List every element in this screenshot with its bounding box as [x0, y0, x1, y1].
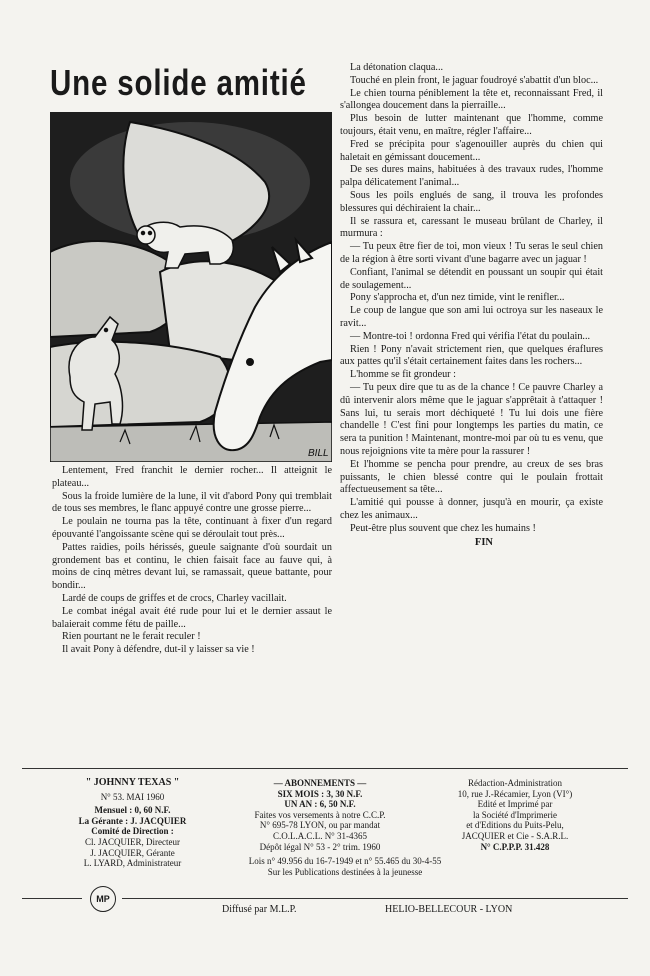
paragraph: Lardé de coups de griffes et de crocs, Charley vacillait.: [62, 592, 287, 604]
committee-member: J. JACQUIER, Gérante: [90, 847, 175, 858]
paragraph: Pony s'approcha et, d'un nez timide, vint le renifler...: [350, 292, 565, 304]
paragraph: Et l'homme se pencha pour prendre, au creux de ses bras puissants, le chien blessé contre qui le poulain frottait affectueusement sa tête...: [340, 458, 603, 496]
paragraph: Le chien tourna péniblement la tête et, reconnaissant Fred, il s'allongea doucement dans la pierraille...: [340, 87, 603, 112]
paragraph: — Tu peux dire que tu as de la chance ! Ce pauvre Charley a dû intervenir alors même que le jaguar s'apprêtait à t'attaquer ! Sans lui, tu serais mort déchiqueté ! Tu lui dois une fière chandelle ! C'est fini pour longtemps les parties du matin, ce sera ta punition ! Maintenant, montre-moi par où tu es venu, que nous rejoignions vite ta mère pour la rassurer !: [340, 381, 603, 457]
committee-member: L. LYARD, Administrateur: [83, 858, 182, 869]
paragraph: Le poulain ne tourna pas la tête, continuant à fixer d'un regard épouvanté l'angoissante scène qui se déroulait tout près...: [52, 516, 332, 540]
paragraph: L'amitié qui pousse à donner, jusqu'à en mourir, ça existe chez les animaux...: [340, 497, 603, 521]
paragraph: Peut-être plus souvent que chez les humains !: [350, 522, 536, 534]
story-column-right: [340, 62, 603, 548]
publication-name: " JOHNNY TEXAS ": [85, 777, 180, 788]
legal-deposit: Dépôt légal N° 53 - 2° trim. 1960: [259, 841, 381, 852]
footer-divider: [122, 898, 628, 899]
editorial-header: Rédaction-Administration: [468, 778, 562, 788]
committee-member: Cl. JACQUIER, Directeur: [85, 836, 180, 847]
subscriptions-info: [220, 778, 420, 852]
paragraph: — Montre-toi ! ordonna Fred qui vérifia l'état du poulain...: [350, 330, 591, 342]
paragraph: Plus besoin de lutter maintenant que l'homme, comme toujours, était venu, en maître, régler l'affaire...: [340, 113, 603, 137]
law-info: [200, 856, 490, 877]
paragraph: Rien ! Pony n'avait strictement rien, que quelques éraflures aux pattes qu'il s'était certainement faites dans les rochers...: [340, 343, 603, 368]
paragraph: La détonation claqua...: [350, 62, 444, 73]
paragraph: Le combat inégal avait été rude pour lui et le dernier assaut le balaierait comme fétu de paille...: [52, 605, 332, 630]
publication-price: Mensuel : 0, 60 N.F.: [94, 805, 171, 816]
story-end: FIN: [474, 537, 493, 549]
paragraph: Il se rassura et, caressant le museau brûlant de Charley, il murmura :: [340, 215, 603, 240]
distributor: Diffusé par M.L.P.: [222, 904, 297, 915]
paragraph: Fred se précipita pour s'agenouiller auprès du chien qui haletait en gémissant doucement...: [340, 138, 603, 163]
editorial-address: 10, rue J.-Récamier, Lyon (VI°): [457, 788, 573, 799]
publication-manager: La Gérante : J. JACQUIER: [78, 815, 187, 826]
subscriptions-header: — ABONNEMENTS —: [273, 778, 367, 788]
subscription-one-year: UN AN : 6, 50 N.F.: [284, 799, 356, 810]
paragraph: Rien pourtant ne le ferait reculer !: [62, 631, 201, 643]
paragraph: Sous la froide lumière de la lune, il vit d'abord Pony qui tremblait de tous ses membres, le flanc appuyé contre une grosse pierre...: [52, 490, 332, 515]
law-reference: Lois n° 49.956 du 16-7-1949 et n° 55.465 du 30-4-55: [248, 856, 442, 866]
publication-info: [40, 778, 225, 869]
law-description: Sur les Publications destinées à la jeunesse: [267, 866, 423, 877]
illustrator-signature: BILL: [308, 448, 329, 459]
paragraph: Confiant, l'animal se détendit en poussant un soupir qui était de soulagement...: [340, 266, 603, 291]
publication-committee: Comité de Direction :: [91, 826, 174, 837]
paragraph: Lentement, Fred franchit le dernier rocher... Il atteignit le plateau...: [52, 465, 332, 489]
paragraph: Il avait Pony à défendre, dut-il y laisser sa vie !: [62, 644, 255, 656]
paragraph: Le coup de langue que son ami lui octroya sur les naseaux le ravit...: [340, 305, 603, 329]
editorial-info: [415, 778, 615, 852]
payment-line: Faites vos versements à notre C.C.P.: [254, 809, 386, 820]
printer-line: et d'Editions du Puits-Pelu,: [466, 820, 564, 831]
paragraph: L'homme se fit grondeur :: [350, 369, 456, 381]
payment-line: C.O.L.A.C.L. N° 31-4365: [272, 830, 368, 841]
printer-line: JACQUIER et Cie - S.A.R.L.: [461, 830, 569, 841]
paragraph: Sous les poils englués de sang, il trouva les profondes blessures qui déchiraient la chair...: [340, 189, 603, 214]
paragraph: Pattes raidies, poils hérissés, gueule saignante d'où sourdait un grondement bas et continu, le chien faisait face au fauve qui, à moins de cinq mètres devant lui, se ramassait, queue battante, pour bondir...: [52, 541, 332, 592]
subscription-six-months: SIX MOIS : 3, 30 N.F.: [277, 788, 363, 799]
publication-issue: N° 53. MAI 1960: [100, 791, 165, 802]
printer-line: Edité et Imprimé par: [477, 799, 553, 810]
footer-divider: [22, 898, 82, 899]
payment-line: N° 695-78 LYON, ou par mandat: [259, 820, 381, 831]
story-illustration: [50, 112, 332, 462]
paragraph: De ses dures mains, habituées à des travaux rudes, l'homme palpa délicatement l'animal...: [340, 164, 603, 189]
footer-divider: [22, 768, 628, 769]
cppp-number: N° C.P.P.P. 31.428: [480, 841, 550, 852]
story-title: Une solide amitié: [50, 62, 307, 103]
paragraph: — Tu peux être fier de toi, mon vieux ! Tu seras le seul chien de la région à être sorti vivant d'une bagarre avec un jaguar !: [340, 241, 603, 265]
paragraph: Touché en plein front, le jaguar foudroyé s'abattit d'un bloc...: [350, 74, 599, 86]
story-column-left: [52, 465, 332, 657]
printer: HELIO-BELLECOUR - LYON: [385, 904, 513, 915]
printer-line: la Société d'Imprimerie: [472, 809, 558, 820]
mp-logo: MP: [90, 886, 116, 912]
